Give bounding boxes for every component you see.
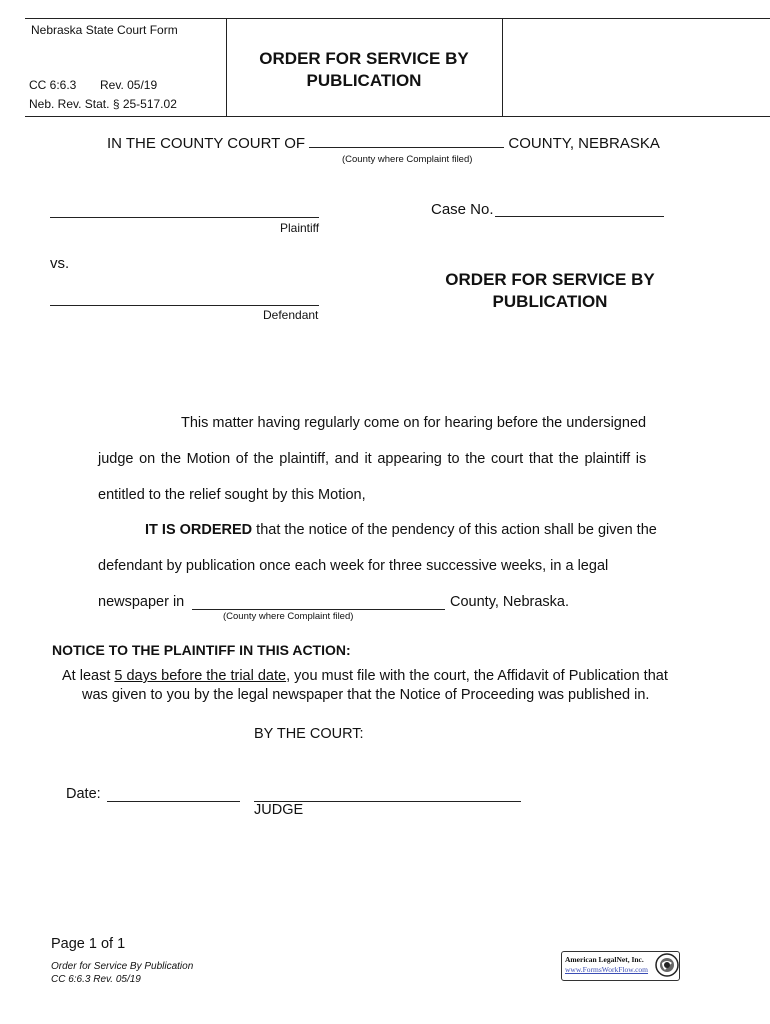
body-line-3: entitled to the relief sought by this Motion,: [98, 487, 366, 503]
date-label: Date:: [66, 786, 101, 802]
newspaper-county-field[interactable]: [192, 609, 445, 610]
body-line-1: This matter having regularly come on for hearing before the undersigned: [181, 415, 647, 431]
notice-suffix: , you must file with the court, the Affidavit of Publication that: [286, 668, 668, 684]
defendant-label: Defendant: [263, 308, 319, 322]
header-divider-right: [502, 18, 503, 116]
by-the-court: BY THE COURT:: [254, 726, 364, 742]
header-title: [226, 48, 502, 92]
judge-label: JUDGE: [254, 802, 304, 818]
court-caption: [107, 135, 660, 152]
notice-heading: NOTICE TO THE PLAINTIFF IN THIS ACTION:: [52, 642, 351, 658]
form-number: CC 6:6.3: [29, 78, 77, 92]
defendant-name-field[interactable]: [50, 305, 319, 306]
county-note: (County where Complaint filed): [342, 154, 473, 165]
newspaper-suffix: County, Nebraska.: [450, 594, 570, 610]
newspaper-county-note: (County where Complaint filed): [223, 611, 354, 622]
header-title-line2: PUBLICATION: [306, 71, 422, 90]
notice-prefix: At least: [62, 668, 115, 684]
court-suffix: COUNTY, NEBRASKA: [508, 135, 660, 152]
plaintiff-name-field[interactable]: [50, 217, 319, 218]
notice-deadline: 5 days before the trial date: [114, 668, 287, 684]
notice-line-2: was given to you by the legal newspaper that the Notice of Proceeding was published in.: [82, 687, 650, 703]
plaintiff-label: Plaintiff: [280, 221, 320, 235]
body-line-2: judge on the Motion of the plaintiff, and it appearing to the court that the plaintiff is: [98, 451, 647, 467]
footer-form-code: CC 6:6.3 Rev. 05/19: [51, 974, 141, 985]
logo-url[interactable]: www.FormsWorkFlow.com: [565, 965, 649, 974]
caption-title-line1: ORDER FOR SERVICE BY: [445, 270, 655, 289]
caption-title: [420, 269, 680, 313]
newspaper-line: [98, 594, 184, 610]
ordered-bold: IT IS ORDERED: [145, 522, 253, 538]
statute-reference: Neb. Rev. Stat. § 25-517.02: [29, 97, 177, 111]
notice-line-1: [62, 668, 668, 684]
versus-label: vs.: [50, 255, 70, 272]
ordered-rest: that the notice of the pendency of this action shall be given the: [252, 522, 657, 538]
case-no-label: Case No.: [431, 201, 494, 218]
header-top-rule: [25, 18, 770, 19]
logo-company: American LegalNet, Inc.: [565, 955, 644, 964]
case-no-field[interactable]: [495, 216, 664, 217]
footer-form-name: Order for Service By Publication: [51, 961, 194, 972]
court-prefix: IN THE COUNTY COURT OF: [107, 135, 306, 152]
header-title-line1: ORDER FOR SERVICE BY: [259, 49, 469, 68]
logo-globe-icon: [653, 951, 681, 979]
newspaper-prefix: newspaper in: [98, 594, 185, 610]
date-field[interactable]: [107, 801, 240, 802]
ordered-line: [145, 522, 657, 538]
header-bottom-rule: [25, 116, 770, 117]
caption-title-line2: PUBLICATION: [492, 292, 608, 311]
county-name-field[interactable]: [309, 135, 504, 148]
page-number: Page 1 of 1: [51, 936, 126, 952]
form-revision: Rev. 05/19: [100, 78, 158, 92]
body-line-5: defendant by publication once each week for three successive weeks, in a legal: [98, 558, 609, 574]
court-form-label: Nebraska State Court Form: [31, 23, 178, 37]
